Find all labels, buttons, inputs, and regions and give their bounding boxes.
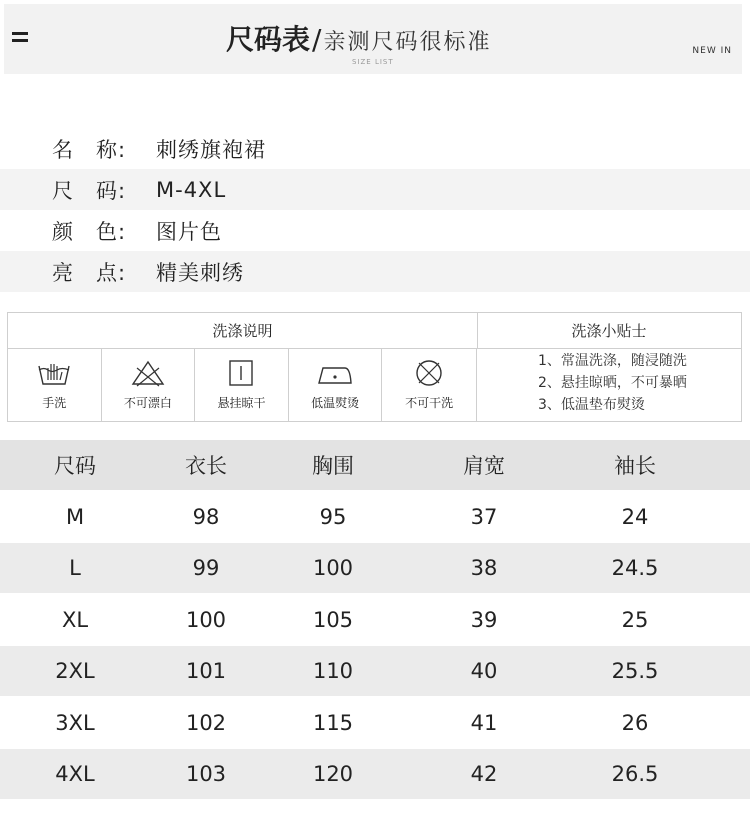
table-cell: 101 bbox=[185, 659, 227, 683]
info-row-color bbox=[0, 210, 750, 251]
info-label: 亮 点: bbox=[52, 260, 127, 285]
table-cell: 3XL bbox=[55, 710, 95, 735]
tip-item: 2、悬挂晾晒，不可暴晒 bbox=[538, 375, 687, 391]
table-row bbox=[0, 543, 750, 593]
table-cell: 24.5 bbox=[611, 556, 659, 580]
info-row-name bbox=[0, 128, 750, 169]
title-separator: / bbox=[312, 23, 322, 56]
table-cell: 100 bbox=[312, 556, 354, 580]
title-subtitle: 亲测尺码很标准 bbox=[323, 30, 492, 55]
table-row bbox=[0, 646, 750, 696]
wash-label: 手洗 bbox=[42, 396, 67, 410]
table-cell: 115 bbox=[312, 710, 354, 735]
table-header-row bbox=[0, 440, 750, 490]
table-cell: 95 bbox=[319, 504, 347, 529]
table-cell: 103 bbox=[185, 762, 227, 786]
column-header: 胸围 bbox=[312, 454, 354, 478]
wash-label: 悬挂晾干 bbox=[217, 396, 266, 410]
wash-instructions bbox=[7, 312, 742, 422]
column-header: 肩宽 bbox=[463, 454, 505, 478]
table-row bbox=[0, 490, 750, 543]
table-cell: 26 bbox=[621, 710, 649, 735]
wash-instructions-header: 洗涤说明 bbox=[8, 313, 478, 349]
tip-item: 1、常温洗涤，随浸随洗 bbox=[538, 353, 687, 369]
page-title bbox=[226, 18, 491, 58]
wash-cell-low-iron bbox=[289, 348, 383, 422]
wash-icon-row bbox=[8, 348, 477, 422]
table-cell: 39 bbox=[470, 607, 498, 632]
table-cell: 40 bbox=[470, 659, 498, 683]
wash-cell-no-bleach bbox=[102, 348, 196, 422]
hang-dry-icon bbox=[223, 358, 259, 388]
size-list-caption: SIZE LIST bbox=[352, 58, 394, 66]
table-cell: XL bbox=[61, 607, 89, 632]
table-cell: 25.5 bbox=[611, 659, 659, 683]
column-header: 袖长 bbox=[614, 454, 656, 478]
table-cell: 100 bbox=[185, 607, 227, 632]
size-table bbox=[0, 440, 750, 799]
table-cell: 102 bbox=[185, 710, 227, 735]
wash-label: 不可干洗 bbox=[405, 396, 454, 410]
header-bar bbox=[4, 4, 742, 74]
wash-cell-hand-wash bbox=[8, 348, 102, 422]
table-cell: 99 bbox=[192, 556, 220, 580]
hand-wash-icon bbox=[36, 358, 72, 388]
column-header: 衣长 bbox=[185, 454, 227, 478]
wash-label: 不可漂白 bbox=[123, 396, 172, 410]
info-value: M-4XL bbox=[156, 177, 227, 202]
menu-icon[interactable] bbox=[12, 32, 28, 46]
info-row-highlight bbox=[0, 251, 750, 292]
no-dry-clean-icon bbox=[411, 358, 447, 388]
wash-label: 低温熨烫 bbox=[311, 396, 360, 410]
no-bleach-icon bbox=[130, 358, 166, 388]
table-cell: 98 bbox=[192, 504, 220, 529]
info-label: 名 称: bbox=[52, 137, 127, 162]
wash-tips bbox=[490, 350, 740, 416]
table-cell: 24 bbox=[621, 504, 649, 529]
wash-cell-hang-dry bbox=[195, 348, 289, 422]
new-in-label: NEW IN bbox=[692, 46, 732, 56]
info-label: 颜 色: bbox=[52, 219, 127, 244]
info-row-size bbox=[0, 169, 750, 210]
tip-item: 3、低温垫布熨烫 bbox=[538, 397, 645, 413]
info-value: 精美刺绣 bbox=[156, 260, 244, 285]
table-cell: 120 bbox=[312, 762, 354, 786]
table-cell: 25 bbox=[621, 607, 649, 632]
table-row bbox=[0, 593, 750, 646]
wash-tips-header: 洗涤小贴士 bbox=[477, 313, 741, 349]
table-cell: 4XL bbox=[55, 762, 95, 786]
table-row bbox=[0, 696, 750, 749]
low-iron-icon bbox=[315, 358, 355, 388]
title-main: 尺码表 bbox=[226, 23, 311, 56]
product-info bbox=[0, 128, 750, 292]
info-value: 图片色 bbox=[156, 219, 222, 244]
table-cell: 105 bbox=[312, 607, 354, 632]
table-cell: 41 bbox=[470, 710, 498, 735]
table-cell: 42 bbox=[470, 762, 498, 786]
column-header: 尺码 bbox=[54, 454, 96, 478]
table-cell: 110 bbox=[312, 659, 354, 683]
table-cell: 37 bbox=[470, 504, 498, 529]
table-cell: M bbox=[65, 504, 85, 529]
table-cell: L bbox=[69, 556, 81, 580]
table-cell: 38 bbox=[470, 556, 498, 580]
table-row bbox=[0, 749, 750, 799]
table-cell: 26.5 bbox=[611, 762, 659, 786]
wash-cell-no-dry-clean bbox=[382, 348, 476, 422]
info-value: 刺绣旗袍裙 bbox=[156, 137, 266, 162]
table-cell: 2XL bbox=[55, 659, 95, 683]
info-label: 尺 码: bbox=[52, 178, 127, 203]
